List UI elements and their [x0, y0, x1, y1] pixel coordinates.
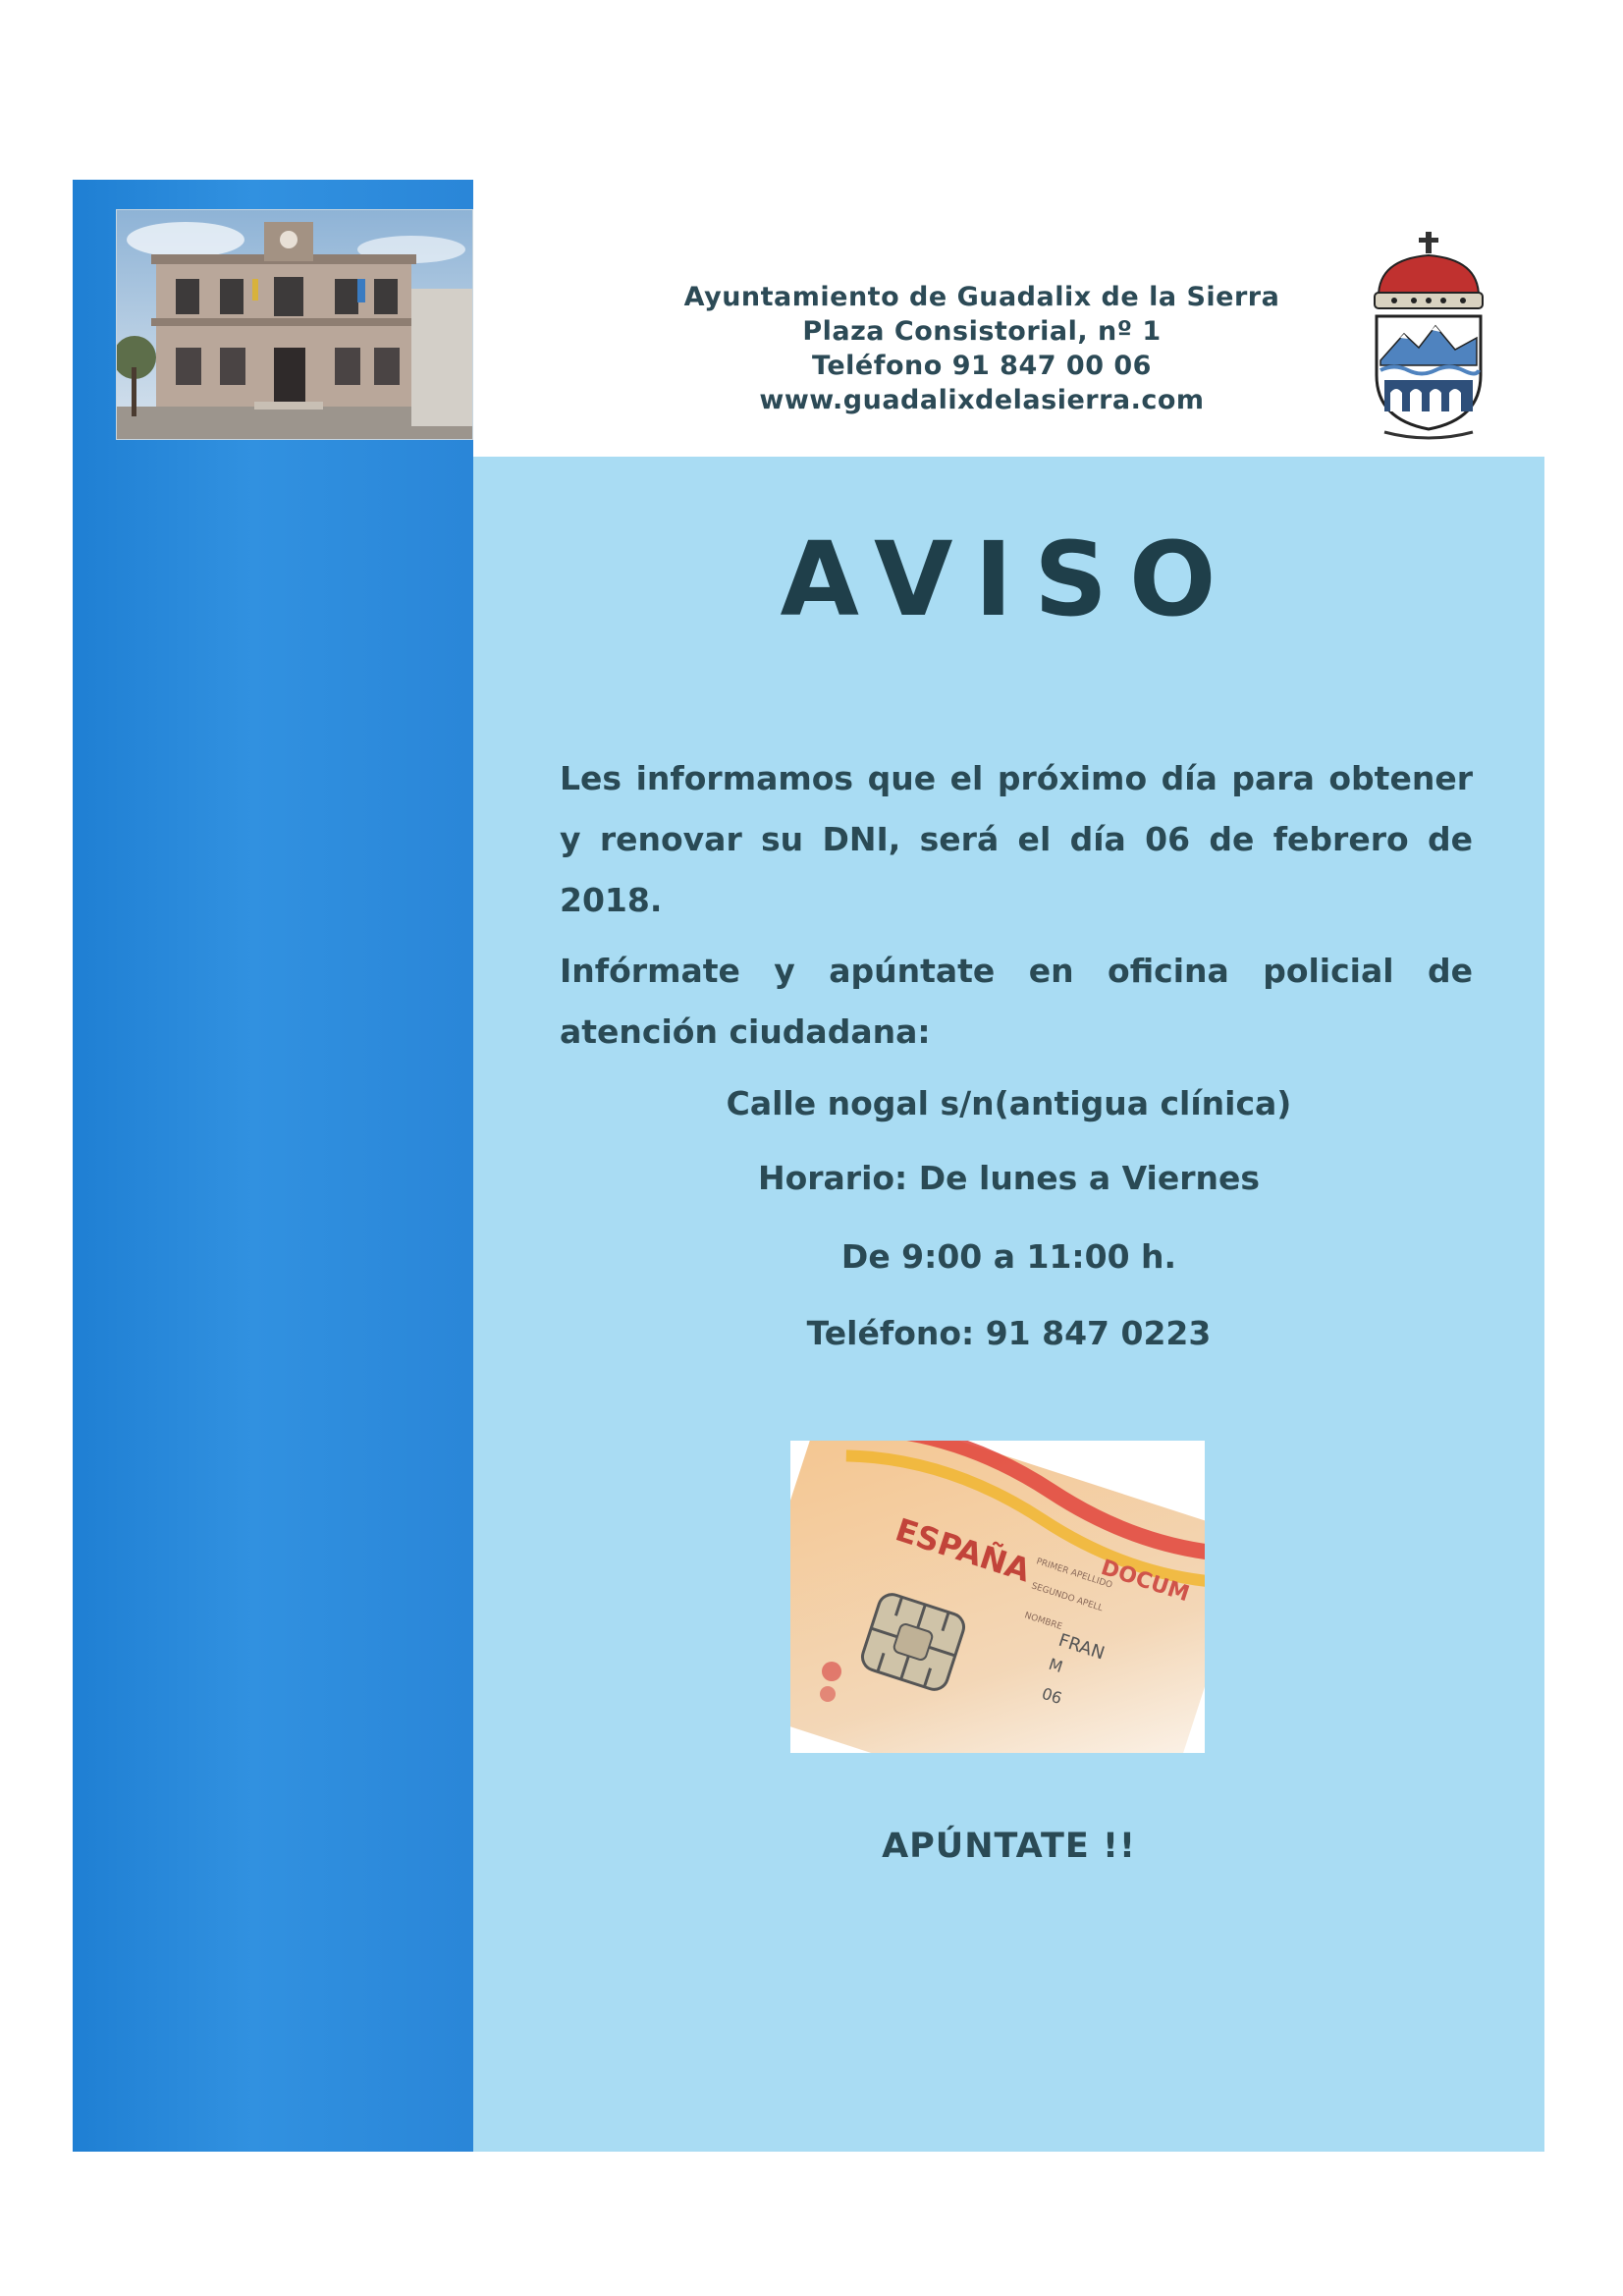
- dni-card-image: [790, 1441, 1205, 1753]
- left-blue-bar: [73, 180, 473, 2152]
- card-field-3: NOMBRE: [1023, 1611, 1063, 1633]
- info-paragraph: Les informamos que el próximo día para obtener y renovar su DNI, será el día 06 de febrero de 2018.: [560, 759, 1473, 919]
- card-field-6: 06: [1039, 1683, 1064, 1709]
- instruction-paragraph: Infórmate y apúntate en oficina policial de atención ciudadana:: [560, 952, 1473, 1051]
- notice-title: AVISO: [780, 519, 1238, 639]
- card-field-2: SEGUNDO APELL: [1030, 1581, 1105, 1614]
- card-country-text: ESPAÑA: [891, 1510, 1036, 1590]
- header-name: Ayuntamiento de Guadalix de la Sierra: [683, 282, 1280, 312]
- office-schedule: Horario: De lunes a Viernes: [757, 1159, 1261, 1197]
- signup-call-to-action: APÚNTATE !!: [882, 1827, 1136, 1866]
- content-panel: [473, 457, 1544, 2152]
- header-website: www.guadalixdelasierra.com: [759, 385, 1205, 415]
- header-address: Plaza Consistorial, nº 1: [802, 316, 1162, 347]
- card-field-4: FRAN: [1055, 1629, 1108, 1665]
- card-document-text: DOCUM: [1098, 1555, 1193, 1608]
- card-field-5: M: [1046, 1654, 1065, 1677]
- town-hall-photo: [116, 209, 473, 440]
- office-phone: Teléfono: 91 847 0223: [806, 1314, 1212, 1352]
- office-hours: De 9:00 a 11:00 h.: [840, 1237, 1177, 1276]
- office-address: Calle nogal s/n(antigua clínica): [726, 1084, 1292, 1122]
- card-field-1: PRIMER APELLIDO: [1035, 1557, 1114, 1591]
- municipality-header: [550, 280, 1414, 417]
- coat-of-arms-icon: [1365, 228, 1492, 444]
- header-phone: Teléfono 91 847 00 06: [812, 351, 1152, 381]
